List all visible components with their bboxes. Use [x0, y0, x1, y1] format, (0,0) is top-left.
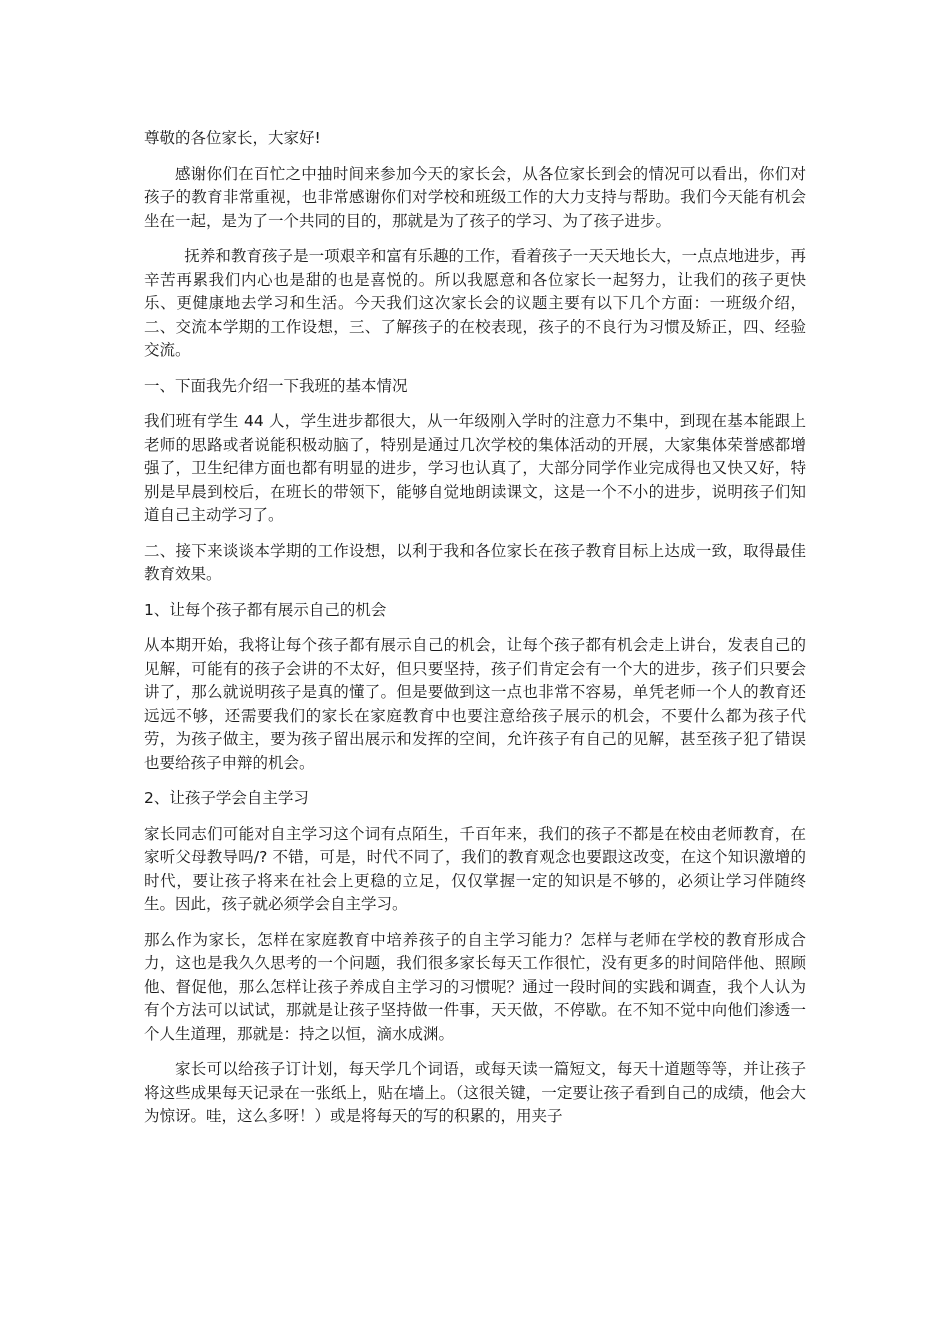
document-body	[144, 127, 806, 1141]
greeting-paragraph: 尊敬的各位家长，大家好!	[144, 129, 321, 147]
section-heading-work-plan: 二、接下来谈谈本学期的工作设想，以利于我和各位家长在孩子教育目标上达成一致，取得最佳教育效果。	[144, 541, 806, 583]
agenda-paragraph: 抚养和教育孩子是一项艰辛和富有乐趣的工作，看着孩子一天天地长大，一点点地进步，再辛苦再累我们内心也是甜的也是喜悦的。所以我愿意和各位家长一起努力，让我们的孩子更快乐、更健康地去学习和生活。今天我们这次家长会的议题主要有以下几个方面：一班级介绍，二、交流本学期的工作设想，三、了解孩子的在校表现，孩子的不良行为习惯及矫正，四、经验交流。	[144, 247, 806, 359]
family-education-paragraph: 那么作为家长，怎样在家庭教育中培养孩子的自主学习能力？怎样与老师在学校的教育形成合力，这也是我久久思考的一个问题，我们很多家长每天工作很忙，没有更多的时间陪伴他、照顾他、督促他，那么怎样让孩子养成自主学习的习惯呢？通过一段时间的实践和调查，我个人认为有个方法可以试试，那就是让孩子坚持做一件事，天天做，不停歇。在不知不觉中向他们渗透一个人生道理，那就是：持之以恒，滴水成渊。	[144, 930, 806, 1043]
subheading-showcase: 1、让每个孩子都有展示自己的机会	[144, 600, 387, 619]
class-situation-paragraph: 我们班有学生 44 人，学生进步都很大，从一年级刚入学时的注意力不集中，到现在基本能跟上老师的思路或者说能积极动脑了，特别是通过几次学校的集体活动的开展，大家集体荣誉感都增强了，卫生纪律方面也都有明显的进步，学习也认真了，大部分同学作业完成得也又快又好，特别是早晨到校后，在班长的带领下，能够自觉地朗读课文，这是一个不小的进步，说明孩子们知道自己主动学习了。	[144, 412, 806, 524]
section-heading-class-intro: 一、下面我先介绍一下我班的基本情况	[144, 376, 408, 395]
subheading-self-study: 2、让孩子学会自主学习	[144, 789, 309, 807]
self-study-paragraph: 家长同志们可能对自主学习这个词有点陌生，千百年来，我们的孩子不都是在校由老师教育，在家听父母教导吗/? 不错，可是，时代不同了，我们的教育观念也要跟这改变，在这个知识激增的时代，要让孩子将来在社会上更稳的立足，仅仅掌握一定的知识是不够的，必须让学习伴随终生。因此，孩子就必须学会自主学习。	[144, 824, 806, 913]
showcase-paragraph: 从本期开始，我将让每个孩子都有展示自己的机会，让每个孩子都有机会走上讲台，发表自己的见解，可能有的孩子会讲的不太好，但只要坚持，孩子们肯定会有一个大的进步，孩子们只要会讲了，那么就说明孩子是真的懂了。但是要做到这一点也非常不容易，单凭老师一个人的教育还远远不够，还需要我们的家长在家庭教育中也要注意给孩子展示的机会，不要什么都为孩子代劳，为孩子做主，要为孩子留出展示和发挥的空间，允许孩子有自己的见解，甚至孩子犯了错误也要给孩子申辩的机会。	[144, 636, 806, 772]
plan-paragraph: 家长可以给孩子订计划，每天学几个词语，或每天读一篇短文，每天十道题等等，并让孩子将这些成果每天记录在一张纸上，贴在墙上。（这很关键，一定要让孩子看到自己的成绩，他会大为惊讶。哇，这么多呀！）或是将每天的写的积累的，用夹子	[144, 1060, 806, 1125]
intro-paragraph: 感谢你们在百忙之中抽时间来参加今天的家长会，从各位家长到会的情况可以看出，你们对孩子的教育非常重视，也非常感谢你们对学校和班级工作的大力支持与帮助。我们今天能有机会坐在一起，是为了一个共同的目的，那就是为了孩子的学习、为了孩子进步。	[144, 164, 806, 230]
